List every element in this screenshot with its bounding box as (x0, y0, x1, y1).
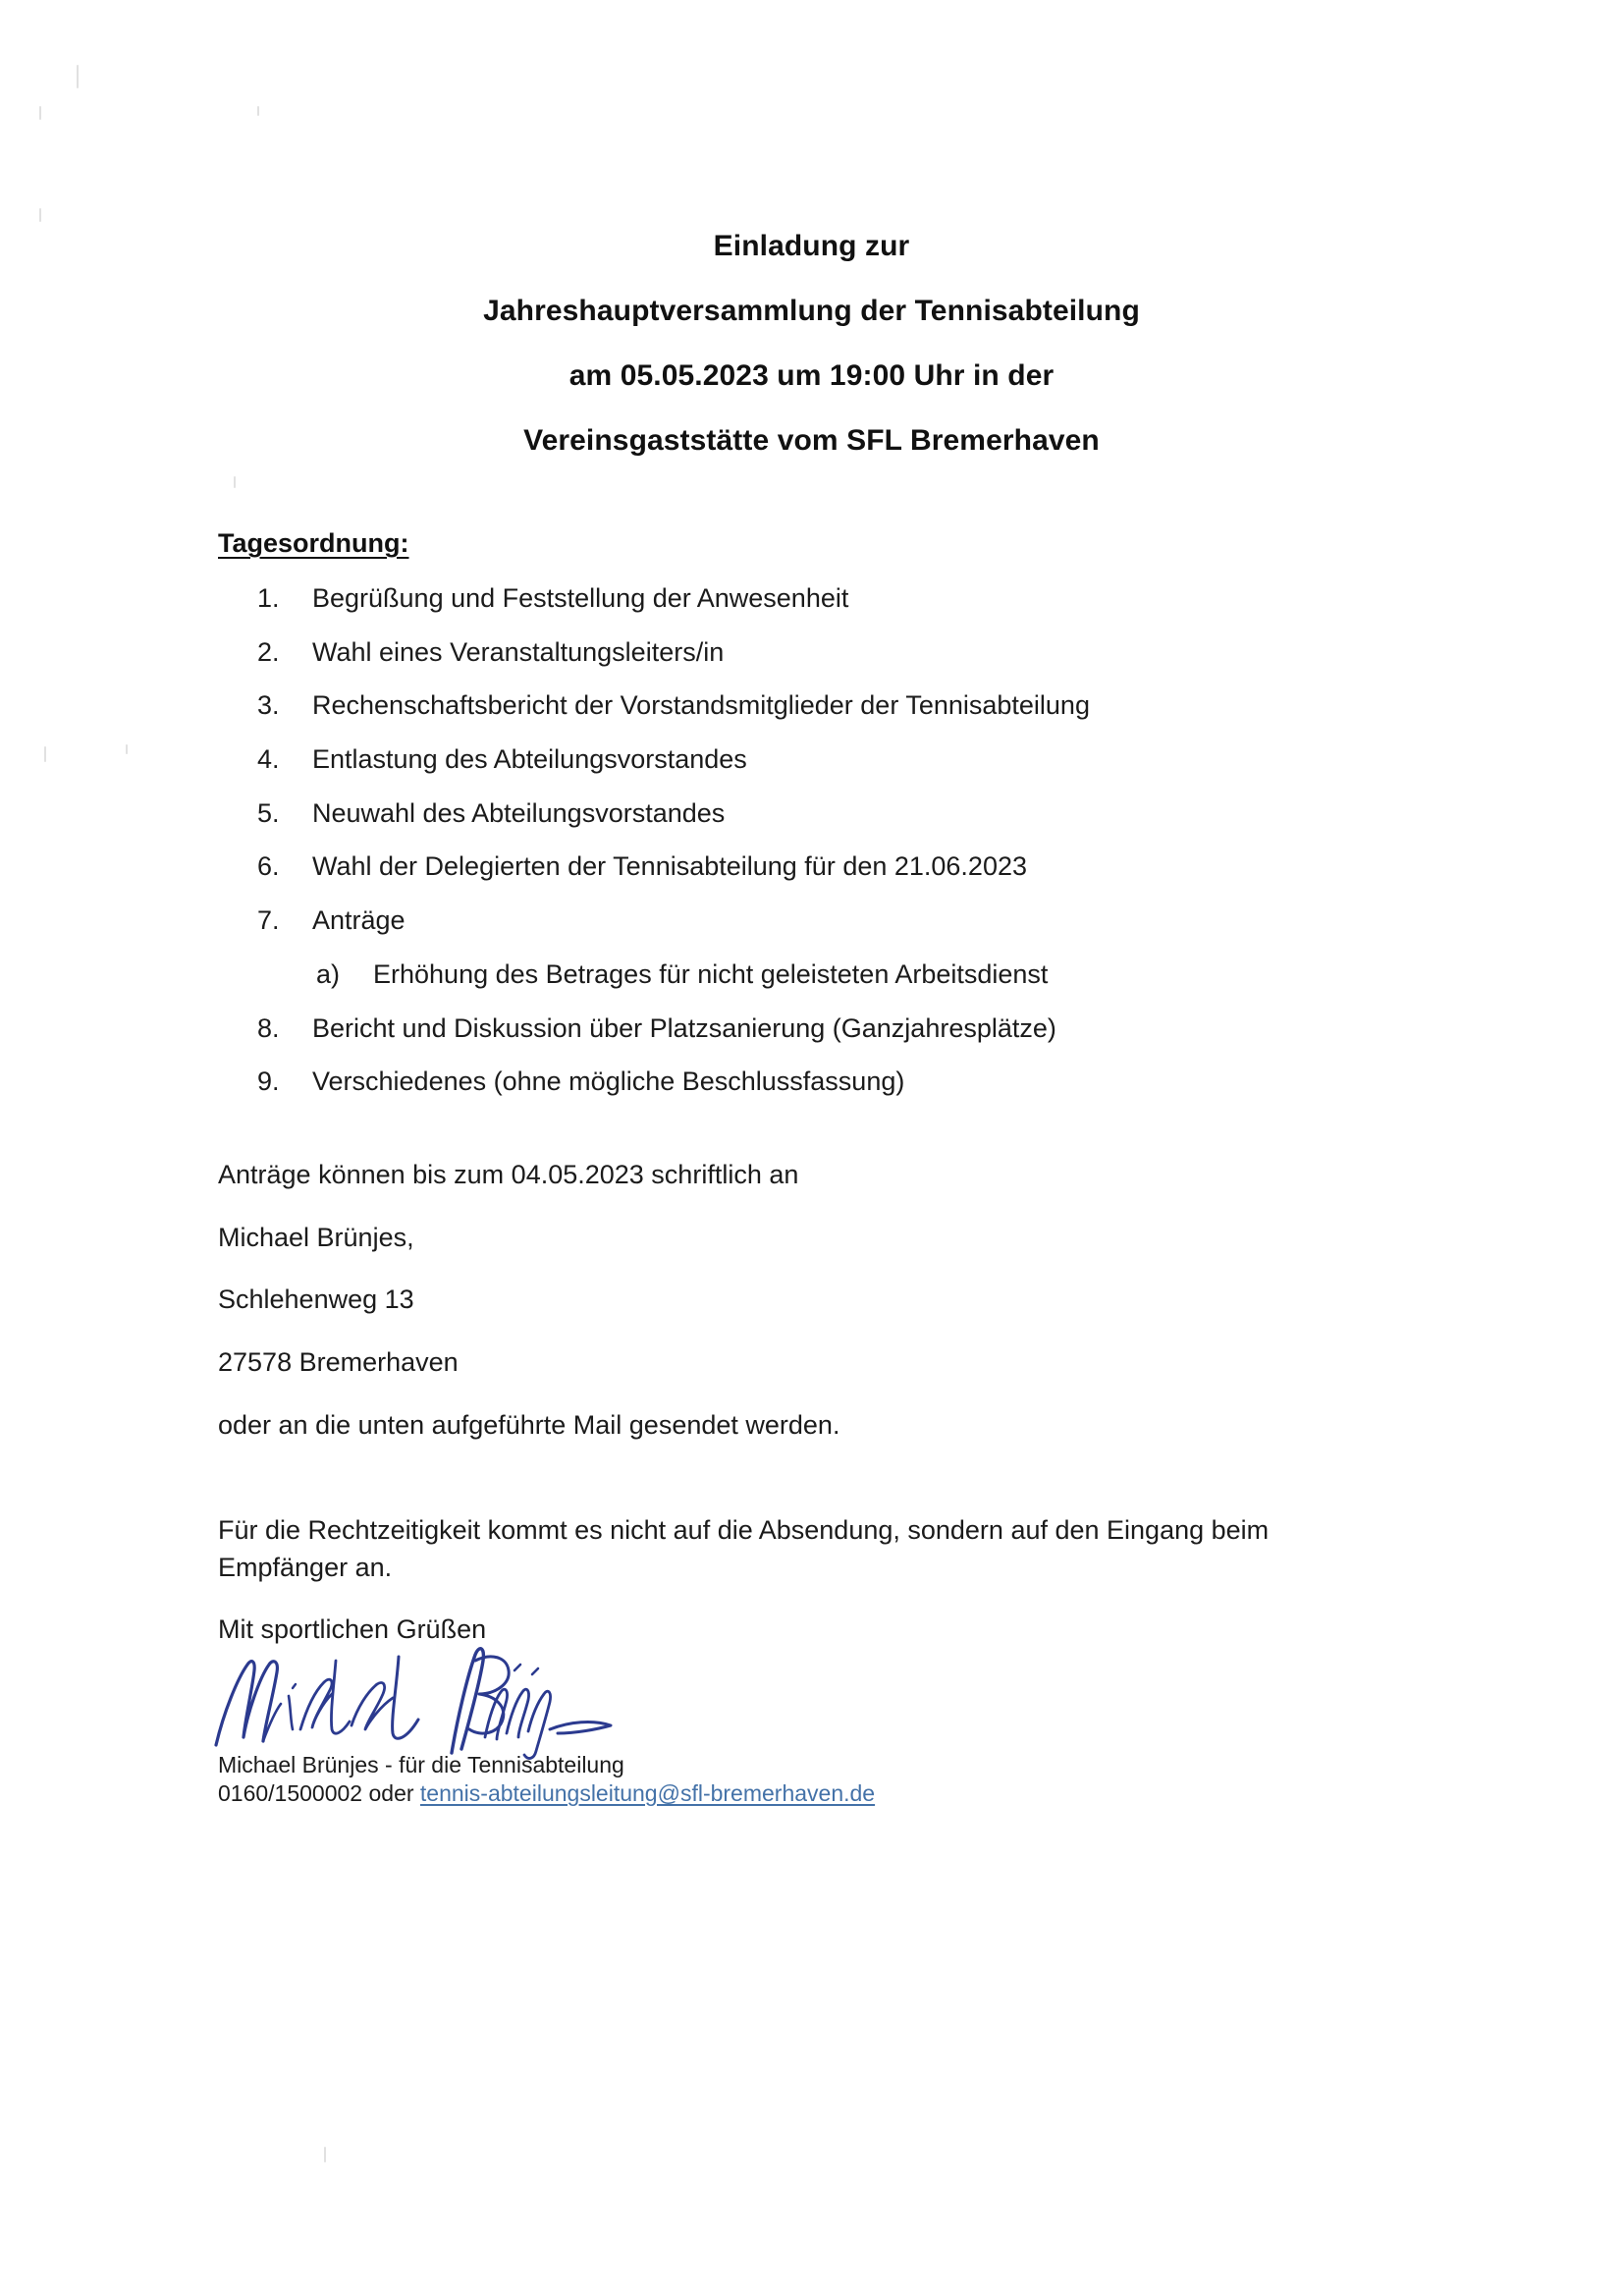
title-line-4: Vereinsgaststätte vom SFL Bremerhaven (523, 424, 1100, 457)
signature-block (204, 1649, 1456, 1751)
agenda-item-label: Neuwahl des Abteilungsvorstandes (312, 797, 726, 828)
agenda-item-5 (218, 799, 1476, 829)
agenda-subitem-marker: a) (316, 958, 341, 989)
title-line-2: Jahreshauptversammlung der Tennisabteilung (483, 295, 1140, 327)
submission-recipient-name: Michael Brünjes, (218, 1222, 414, 1252)
handwritten-signature-icon (204, 1635, 617, 1763)
footer-name-role: Michael Brünjes - für die Tennisabteilung (218, 1751, 624, 1777)
submission-deadline-line: Anträge können bis zum 04.05.2023 schriftlich an (218, 1159, 799, 1189)
document-title-block (0, 0, 1623, 456)
agenda-item-number: 4. (257, 744, 280, 775)
agenda-item-number: 7. (257, 905, 280, 936)
agenda-item-number: 9. (257, 1066, 280, 1097)
agenda-item-number: 5. (257, 797, 280, 828)
closing-greeting: Mit sportlichen Grüßen (218, 1613, 487, 1644)
agenda-section (0, 528, 1623, 1097)
agenda-heading: Tagesordnung: (218, 528, 409, 558)
agenda-item-number: 6. (257, 851, 280, 882)
title-line-1: Einladung zur (713, 230, 910, 262)
agenda-item-label: Rechenschaftsbericht der Vorstandsmitglieder der Tennisabteilung (312, 690, 1090, 721)
agenda-item-label: Entlastung des Abteilungsvorstandes (312, 744, 747, 775)
agenda-item-label: Anträge (312, 905, 406, 936)
agenda-item-number: 2. (257, 636, 280, 667)
footer-contact (218, 1779, 1456, 1808)
agenda-item-number: 3. (257, 690, 280, 721)
submission-street: Schlehenweg 13 (218, 1285, 414, 1315)
agenda-item-4 (218, 745, 1476, 775)
agenda-item-label: Begrüßung und Feststellung der Anwesenheit (312, 583, 849, 613)
agenda-subitem-7a (218, 960, 1476, 990)
title-line-3: am 05.05.2023 um 19:00 Uhr in der (568, 359, 1055, 392)
agenda-item-6 (218, 852, 1476, 882)
agenda-item-2 (218, 638, 1476, 668)
submission-city: 27578 Bremerhaven (218, 1346, 459, 1377)
agenda-item-8 (218, 1014, 1476, 1044)
spacer (0, 1473, 1623, 1512)
agenda-item-1 (218, 584, 1476, 614)
submission-mail-note: oder an die unten aufgeführte Mail gesendet werden. (218, 1409, 840, 1440)
submission-section (0, 1161, 1623, 1440)
agenda-item-number: 1. (257, 583, 280, 613)
agenda-item-label: Bericht und Diskussion über Platzsanierung (Ganzjahresplätze) (312, 1012, 1056, 1043)
notice-text: Für die Rechtzeitigkeit kommt es nicht auf die Absendung, sondern auf den Eingang beim Empfänger an. (218, 1515, 1270, 1582)
agenda-item-7 (218, 906, 1476, 936)
spacer (0, 1121, 1623, 1161)
agenda-item-9 (218, 1067, 1476, 1097)
agenda-item-number: 8. (257, 1012, 280, 1043)
scan-speck (324, 2147, 326, 2162)
agenda-item-label: Wahl eines Veranstaltungsleiters/in (312, 636, 725, 667)
footer-phone: 0160/1500002 oder (218, 1779, 420, 1806)
notice-section (0, 1512, 1623, 1808)
agenda-item-3 (218, 691, 1476, 721)
agenda-subitem-label: Erhöhung des Betrages für nicht geleisteten Arbeitsdienst (373, 958, 1049, 989)
agenda-item-label: Wahl der Delegierten der Tennisabteilung für den 21.06.2023 (312, 851, 1027, 882)
agenda-list (218, 584, 1476, 1097)
agenda-item-label: Verschiedenes (ohne mögliche Beschlussfassung) (312, 1066, 905, 1097)
email-link[interactable]: tennis-abteilungsleitung@sfl-bremerhaven.de (419, 1779, 876, 1806)
